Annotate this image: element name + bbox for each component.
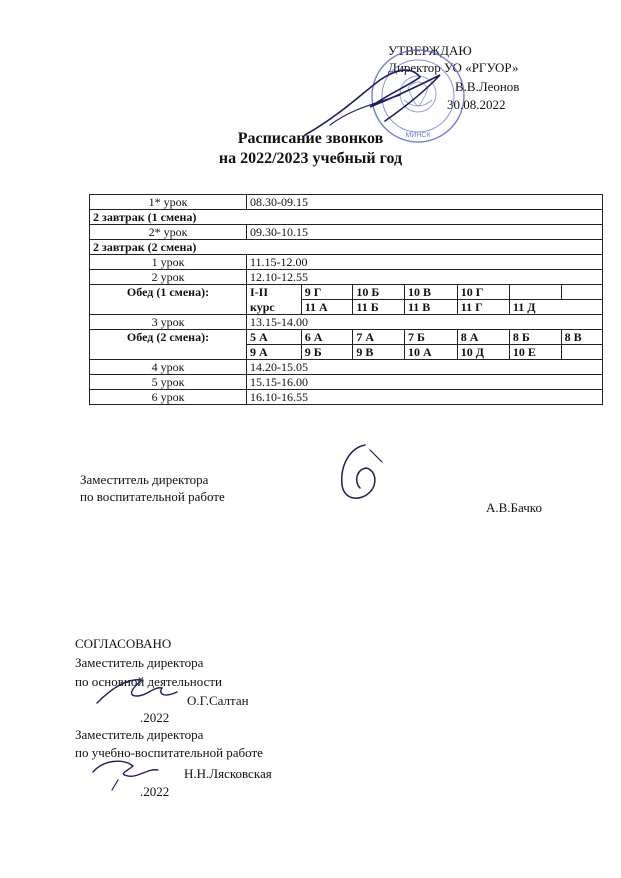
agreed-second-date: .2022 xyxy=(140,784,170,799)
lesson-label: 2* урок xyxy=(90,225,247,240)
agreed-heading: СОГЛАСОВАНО xyxy=(75,636,172,651)
agreed-first-line2: по основной деятельности xyxy=(75,674,222,689)
agreed-second-signature xyxy=(88,752,168,792)
class-cell: 11 В xyxy=(404,300,457,315)
course-label: курс xyxy=(247,300,302,315)
class-cell: 10 В xyxy=(404,285,457,300)
class-cell: 7 А xyxy=(353,330,405,345)
lesson-time: 13.15-14.00 xyxy=(247,315,603,330)
class-cell: 8 А xyxy=(457,330,509,345)
lesson-label: 1* урок xyxy=(90,195,247,210)
class-cell: 7 Б xyxy=(404,330,457,345)
schedule-row xyxy=(90,285,603,300)
schedule-row xyxy=(90,240,603,255)
class-cell: 9 В xyxy=(353,345,405,360)
bell-schedule-table xyxy=(89,194,603,405)
approval-date: 30.08.2022 xyxy=(447,97,506,112)
agreed-second-line2: по учебно-воспитательной работе xyxy=(75,745,263,760)
stamp-city-label: МИНСК xyxy=(405,132,431,139)
lunch-label: Обед (1 смена): xyxy=(90,285,247,315)
document-title-line1: Расписание звонков xyxy=(237,130,384,147)
approval-name: В.В.Леонов xyxy=(455,79,520,94)
agreed-second-name: Н.Н.Лясковская xyxy=(184,766,272,781)
schedule-row xyxy=(90,195,603,210)
lesson-label: 5 урок xyxy=(90,375,247,390)
lesson-time: 08.30-09.15 xyxy=(247,195,603,210)
deputy-edu-line1: Заместитель директора xyxy=(80,472,209,487)
schedule-row xyxy=(90,360,603,375)
class-cell: 10 Д xyxy=(457,345,509,360)
lesson-label: 1 урок xyxy=(90,255,247,270)
class-cell: 10 Б xyxy=(353,285,405,300)
schedule-row xyxy=(90,390,603,405)
schedule-row xyxy=(90,225,603,240)
lesson-label: 2 урок xyxy=(90,270,247,285)
class-cell: 9 А xyxy=(247,345,302,360)
document-title-line2: на 2022/2023 учебный год xyxy=(218,150,403,167)
agreed-first-date: .2022 xyxy=(140,710,170,725)
class-cell: 11 Г xyxy=(457,300,509,315)
lesson-label: 6 урок xyxy=(90,390,247,405)
lesson-label: 4 урок xyxy=(90,360,247,375)
schedule-row xyxy=(90,330,603,345)
lesson-time: 14.20-15.05 xyxy=(247,360,603,375)
class-cell: 11 Д xyxy=(509,300,602,315)
class-cell xyxy=(561,285,602,300)
class-cell: 8 В xyxy=(561,330,602,345)
class-cell: 11 А xyxy=(301,300,353,315)
lunch-label: Обед (2 смена): xyxy=(90,330,247,360)
lesson-label: 3 урок xyxy=(90,315,247,330)
lesson-time: 15.15-16.00 xyxy=(247,375,603,390)
deputy-edu-line2: по воспитательной работе xyxy=(80,489,225,504)
class-cell: 9 Г xyxy=(301,285,353,300)
agreed-first-line1: Заместитель директора xyxy=(75,655,204,670)
class-cell: 11 Б xyxy=(353,300,405,315)
class-cell: 5 А xyxy=(247,330,302,345)
agreed-first-signature xyxy=(92,668,182,708)
schedule-row xyxy=(90,315,603,330)
lesson-time: 16.10-16.55 xyxy=(247,390,603,405)
schedule-row xyxy=(90,270,603,285)
class-cell xyxy=(509,285,561,300)
breakfast-label: 2 завтрак (2 смена) xyxy=(90,240,603,255)
agreed-second-line1: Заместитель директора xyxy=(75,727,204,742)
approval-heading: УТВЕРЖДАЮ xyxy=(388,43,472,58)
deputy-edu-name: А.В.Бачко xyxy=(486,500,542,515)
class-cell: 8 Б xyxy=(509,330,561,345)
lesson-time: 09.30-10.15 xyxy=(247,225,603,240)
class-cell: 10 Г xyxy=(457,285,509,300)
class-cell: 10 А xyxy=(404,345,457,360)
deputy-edu-signature xyxy=(330,440,390,510)
schedule-row xyxy=(90,375,603,390)
agreed-first-name: О.Г.Салтан xyxy=(187,693,249,708)
lesson-time: 11.15-12.00 xyxy=(247,255,603,270)
course-label: I-II xyxy=(247,285,302,300)
schedule-row xyxy=(90,255,603,270)
class-cell: 9 Б xyxy=(301,345,353,360)
approval-position: Директор УО «РГУОР» xyxy=(388,60,519,75)
class-cell: 10 Е xyxy=(509,345,561,360)
schedule-row xyxy=(90,210,603,225)
breakfast-label: 2 завтрак (1 смена) xyxy=(90,210,603,225)
class-cell: 6 А xyxy=(301,330,353,345)
lesson-time: 12.10-12.55 xyxy=(247,270,603,285)
class-cell xyxy=(561,345,602,360)
